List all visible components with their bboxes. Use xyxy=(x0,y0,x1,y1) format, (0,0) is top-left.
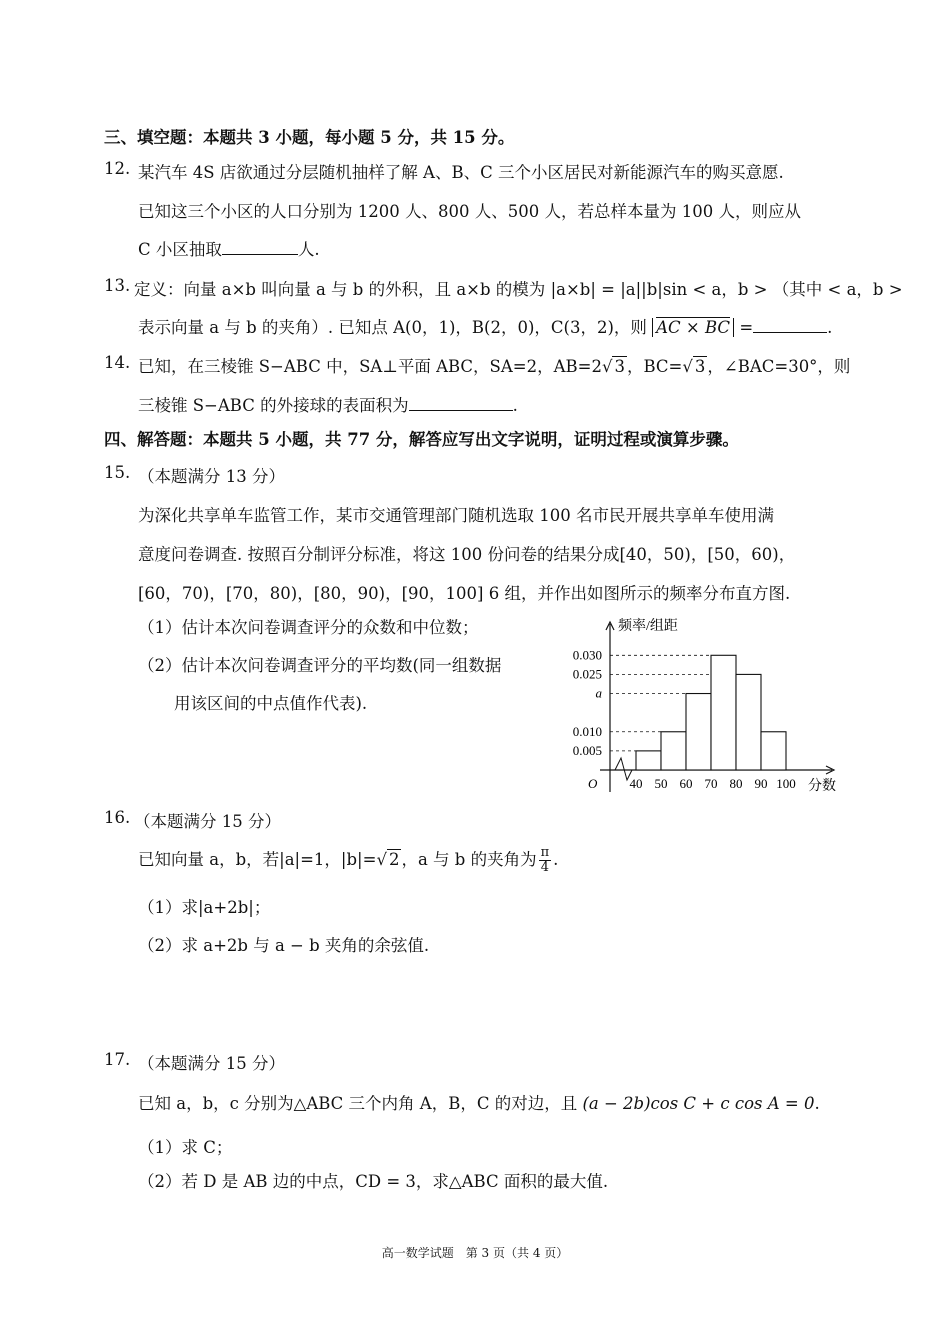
q13-outer-product-formula: |a×b| = |a||b|sin < a，b > xyxy=(550,280,768,299)
q17-part-1: （1）求 C； xyxy=(138,1138,233,1157)
q13-equals: = xyxy=(739,318,754,337)
q12-line-3 xyxy=(138,236,320,260)
x-tick-label: 80 xyxy=(729,776,743,791)
q15-para-1: 为深化共享单车监管工作，某市交通管理部门随机选取 100 名市民开展共享单车使用满 xyxy=(138,506,774,525)
q15-para-2: 意度问卷调查. 按照百分制评分标准，将这 100 份问卷的结果分成[40，50)，[50，60)， xyxy=(138,545,796,564)
q12-line-1: 某汽车 4S 店欲通过分层随机抽样了解 A、B、C 三个小区居民对新能源汽车的购买意愿. xyxy=(138,163,784,182)
q14-line-2 xyxy=(138,392,518,416)
q12-number: 12. xyxy=(104,159,131,178)
histogram-bar xyxy=(736,674,761,770)
q16-score: （本题满分 15 分） xyxy=(134,812,281,831)
q14-line-1: 已知，在三棱锥 S−ABC 中，SA⊥平面 ABC，SA=2，AB=2√ 3 ，BC=√ 3 ，∠BAC=30°，则 xyxy=(138,357,851,376)
y-tick-label: 0.005 xyxy=(572,742,602,758)
q16-number: 16. xyxy=(104,808,131,827)
q15-part-2a: （2）估计本次问卷调查评分的平均数(同一组数据 xyxy=(138,656,502,675)
page-footer: 高一数学试题 第 3 页（共 4 页） xyxy=(381,1246,569,1260)
histogram-bar xyxy=(636,751,661,770)
q17-number: 17. xyxy=(104,1050,131,1069)
q14-root-2: 3 xyxy=(694,357,706,376)
q16-line-1-end: . xyxy=(553,850,559,869)
y-axis-label: 频率/组距 xyxy=(618,619,678,634)
q17-line-1 xyxy=(138,1090,820,1114)
q13-line-2 xyxy=(138,314,832,338)
q16-line-1: 已知向量 a，b，若|a|=1，|b|=√ 2 ，a 与 b 的夹角为 $\frac{\pi}{4}$ . xyxy=(138,845,559,875)
q13-vector-product: AC × BC xyxy=(652,318,734,337)
section-4-header: 四、解答题：本题共 5 小题，共 77 分，解答应写出文字说明，证明过程或演算步骤。 xyxy=(104,430,739,449)
q13-line-1-note: （其中 < a，b > xyxy=(772,280,903,299)
y-tick-label: 0.010 xyxy=(572,723,602,739)
q17-score: （本题满分 15 分） xyxy=(138,1054,285,1073)
x-tick-label: 40 xyxy=(629,776,643,791)
q14-number: 14. xyxy=(104,353,131,372)
q12-line-3-pre: C 小区抽取 xyxy=(138,240,222,259)
q14-answer-blank[interactable] xyxy=(409,396,513,411)
q14-root-1: 3 xyxy=(614,357,625,376)
x-tick-label: 100 xyxy=(776,776,796,791)
x-tick-label: 50 xyxy=(654,776,668,791)
q13-line-2-end: . xyxy=(827,318,833,337)
histogram-bar xyxy=(761,732,786,770)
q16-angle-fraction: $\frac{\pi}{4}$ xyxy=(540,845,550,875)
y-tick-label: a xyxy=(595,685,602,701)
q13-line-1-text: 定义：向量 a×b 叫向量 a 与 b 的外积，且 a×b 的模为 xyxy=(134,280,546,299)
q16-line-1-b: ，a 与 b 的夹角为 xyxy=(401,850,537,869)
q17-condition-formula: (a − 2b)cos C + c cos A = 0 xyxy=(582,1094,815,1113)
q13-line-2-text: 表示向量 a 与 b 的夹角）. 已知点 A(0，1)，B(2，0)，C(3，2)，则 xyxy=(138,318,647,337)
x-axis-label: 分数 xyxy=(808,779,836,794)
q15-number: 15. xyxy=(104,463,131,482)
histogram-bar xyxy=(711,655,736,770)
x-tick-label: 90 xyxy=(754,776,768,791)
x-tick-label: 60 xyxy=(679,776,693,791)
q16-part-1: （1）求|a+2b|； xyxy=(138,898,271,917)
q17-line-1-end: . xyxy=(814,1094,820,1113)
histogram-bar xyxy=(661,732,686,770)
q15-part-1: （1）估计本次问卷调查评分的众数和中位数； xyxy=(138,618,479,637)
q15-para-3: [60，70)，[70，80)，[80，90)，[90，100] 6 组，并作出如图所示的频率分布直方图. xyxy=(138,584,791,603)
q13-answer-blank[interactable] xyxy=(753,318,827,333)
q14-line-1-b: ，BC= xyxy=(626,357,683,376)
q16-part-2: （2）求 a+2b 与 a − b 夹角的余弦值. xyxy=(138,936,430,955)
q14-line-2-post: . xyxy=(512,396,518,415)
q15-score: （本题满分 13 分） xyxy=(138,467,285,486)
x-tick-label: 70 xyxy=(704,776,718,791)
q14-line-1-c: ，∠BAC=30°，则 xyxy=(707,357,851,376)
y-tick-label: 0.025 xyxy=(572,666,602,682)
q15-part-2b: 用该区间的中点值作代表). xyxy=(174,694,368,713)
q17-part-2: （2）若 D 是 AB 边的中点，CD = 3，求△ABC 面积的最大值. xyxy=(138,1172,609,1191)
frequency-histogram xyxy=(560,616,850,796)
q12-line-3-post: 人. xyxy=(297,240,320,259)
q12-line-2: 已知这三个小区的人口分别为 1200 人、800 人、500 人，若总样本量为 100 人，则应从 xyxy=(138,202,801,221)
q16-root: 2 xyxy=(388,850,400,869)
q13-line-1 xyxy=(134,276,903,300)
q17-line-1-a: 已知 a，b，c 分别为△ABC 三个内角 A，B，C 的对边，且 xyxy=(138,1094,578,1113)
y-tick-label: 0.030 xyxy=(572,647,602,663)
q13-number: 13. xyxy=(104,276,131,295)
q14-line-1-a: 已知，在三棱锥 S−ABC 中，SA⊥平面 ABC，SA=2，AB=2 xyxy=(138,357,602,376)
q12-answer-blank[interactable] xyxy=(222,240,298,255)
q14-line-2-pre: 三棱锥 S−ABC 的外接球的表面积为 xyxy=(138,396,409,415)
origin-label: O xyxy=(588,776,598,791)
section-3-header: 三、填空题：本题共 3 小题，每小题 5 分，共 15 分。 xyxy=(104,128,515,147)
histogram-bar xyxy=(686,694,711,770)
q16-line-1-a: 已知向量 a，b，若|a|=1，|b|= xyxy=(138,850,377,869)
